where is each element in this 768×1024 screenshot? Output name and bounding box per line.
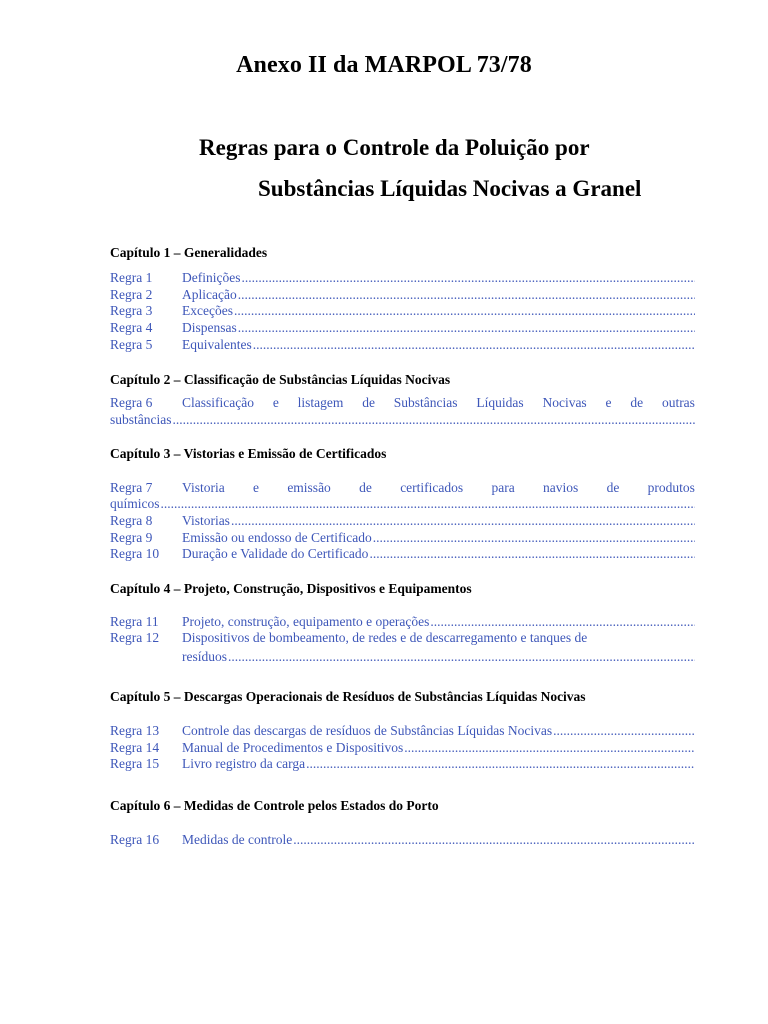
rule-number: Regra 13 <box>110 723 160 738</box>
rule-number: Regra 14 <box>110 740 160 755</box>
dot-leader <box>373 530 695 546</box>
rule-title-word: outras <box>661 395 695 410</box>
rule-number: Regra 5 <box>110 337 153 352</box>
rule-title: Dispositivos de bombeamento, de redes e de descarregamento e tanques de <box>182 630 588 645</box>
toc-entry-regra-4[interactable] <box>110 320 695 337</box>
dot-leader <box>238 287 695 303</box>
dot-leader <box>238 320 695 336</box>
toc-entry-regra-6-continued[interactable] <box>110 412 695 429</box>
rule-title-word: produtos <box>647 480 695 495</box>
rule-title-word: de <box>362 395 375 410</box>
rule-number: Regra 12 <box>110 630 160 645</box>
document-subtitle-line2: Substâncias Líquidas Nocivas a Granel <box>258 176 642 201</box>
rule-title-word: Nocivas <box>542 395 587 410</box>
rule-title-continued: substâncias <box>110 412 172 427</box>
rule-title: Dispensas <box>182 320 237 335</box>
rule-number: Regra 1 <box>110 270 153 285</box>
toc-entry-regra-6[interactable] <box>110 395 695 412</box>
rule-title: Emissão ou endosso de Certificado <box>182 530 372 545</box>
rule-title-word: Líquidas <box>476 395 524 410</box>
chapter-5-heading: Capítulo 5 – Descargas Operacionais de Resíduos de Substâncias Líquidas Nocivas <box>110 689 586 704</box>
dot-leader <box>293 832 695 848</box>
chapter-1-heading: Capítulo 1 – Generalidades <box>110 245 268 260</box>
rule-title-word: de <box>630 395 644 410</box>
toc-entry-regra-9[interactable] <box>110 530 695 547</box>
rule-title-word: certificados <box>400 480 464 495</box>
rule-title: Controle das descargas de resíduos de Substâncias Líquidas Nocivas <box>182 723 553 738</box>
rule-title-word: emissão <box>287 480 331 495</box>
chapter-3-heading: Capítulo 3 – Vistorias e Emissão de Certificados <box>110 446 387 461</box>
toc-entry-regra-14[interactable] <box>110 740 695 757</box>
chapter-4-heading: Capítulo 4 – Projeto, Construção, Dispositivos e Equipamentos <box>110 581 472 596</box>
rule-number: Regra 6 <box>110 395 153 410</box>
toc-entry-regra-3[interactable] <box>110 303 695 320</box>
rule-title: Manual de Procedimentos e Dispositivos <box>182 740 404 755</box>
rule-title-word: listagem <box>297 395 344 410</box>
rule-title: Medidas de controle <box>182 832 293 847</box>
toc-entry-regra-15[interactable] <box>110 756 695 773</box>
rule-title-word: navios <box>543 480 579 495</box>
chapter-6-heading: Capítulo 6 – Medidas de Controle pelos Estados do Porto <box>110 798 439 813</box>
rule-title: Exceções <box>182 303 233 318</box>
dot-leader <box>253 337 695 353</box>
rule-title: Equivalentes <box>182 337 252 352</box>
rule-number: Regra 16 <box>110 832 160 847</box>
toc-entry-regra-13[interactable] <box>110 723 695 740</box>
dot-leader <box>430 614 695 630</box>
dot-leader <box>306 756 695 772</box>
rule-title-word: de <box>359 480 372 495</box>
dot-leader <box>228 649 695 665</box>
rule-title: Livro registro da carga <box>182 756 306 771</box>
rule-number: Regra 3 <box>110 303 153 318</box>
rule-number: Regra 7 <box>110 480 153 495</box>
rule-number: Regra 11 <box>110 614 159 629</box>
document-title: Anexo II da MARPOL 73/78 <box>236 52 532 78</box>
document-subtitle-line1: Regras para o Controle da Poluição por <box>199 135 590 160</box>
rule-number: Regra 15 <box>110 756 160 771</box>
rule-number: Regra 4 <box>110 320 153 335</box>
rule-title-word: e <box>272 395 279 410</box>
rule-title-word: e <box>605 395 612 410</box>
toc-entry-regra-2[interactable] <box>110 287 695 304</box>
rule-title: Aplicação <box>182 287 237 302</box>
rule-title <box>182 480 695 496</box>
toc-entry-regra-12[interactable] <box>110 630 695 647</box>
rule-number: Regra 10 <box>110 546 160 561</box>
toc-entry-regra-7-continued[interactable] <box>110 496 695 513</box>
dot-leader <box>173 412 696 428</box>
rule-title-word: Classificação <box>182 395 254 410</box>
rule-number: Regra 9 <box>110 530 153 545</box>
dot-leader <box>369 546 695 562</box>
toc-entry-regra-8[interactable] <box>110 513 695 530</box>
toc-entry-regra-16[interactable] <box>110 832 695 849</box>
rule-title-word: e <box>253 480 259 495</box>
toc-entry-regra-11[interactable] <box>110 614 695 631</box>
toc-entry-regra-1[interactable] <box>110 270 695 287</box>
rule-title-word: Substâncias <box>393 395 458 410</box>
rule-title-word: para <box>491 480 515 495</box>
rule-title: Duração e Validade do Certificado <box>182 546 369 561</box>
rule-number: Regra 8 <box>110 513 153 528</box>
dot-leader <box>234 303 695 319</box>
chapter-2-heading: Capítulo 2 – Classificação de Substâncias Líquidas Nocivas <box>110 372 451 387</box>
rule-title: Definições <box>182 270 241 285</box>
rule-title-continued: químicos <box>110 496 160 511</box>
dot-leader <box>241 270 695 286</box>
rule-title: Projeto, construção, equipamento e operações <box>182 614 430 629</box>
rule-title-word: de <box>606 480 620 495</box>
toc-entry-regra-7[interactable] <box>110 480 695 497</box>
dot-leader <box>553 723 695 739</box>
rule-title: Vistorias <box>182 513 230 528</box>
rule-number: Regra 2 <box>110 287 153 302</box>
dot-leader <box>231 513 695 529</box>
rule-title <box>182 395 695 411</box>
dot-leader <box>404 740 695 756</box>
rule-title-word: Vistoria <box>182 480 225 495</box>
toc-entry-regra-10[interactable] <box>110 546 695 563</box>
dot-leader <box>161 496 696 512</box>
toc-entry-regra-12-continued[interactable] <box>182 649 695 666</box>
rule-title-continued: resíduos <box>182 649 227 664</box>
toc-entry-regra-5[interactable] <box>110 337 695 354</box>
